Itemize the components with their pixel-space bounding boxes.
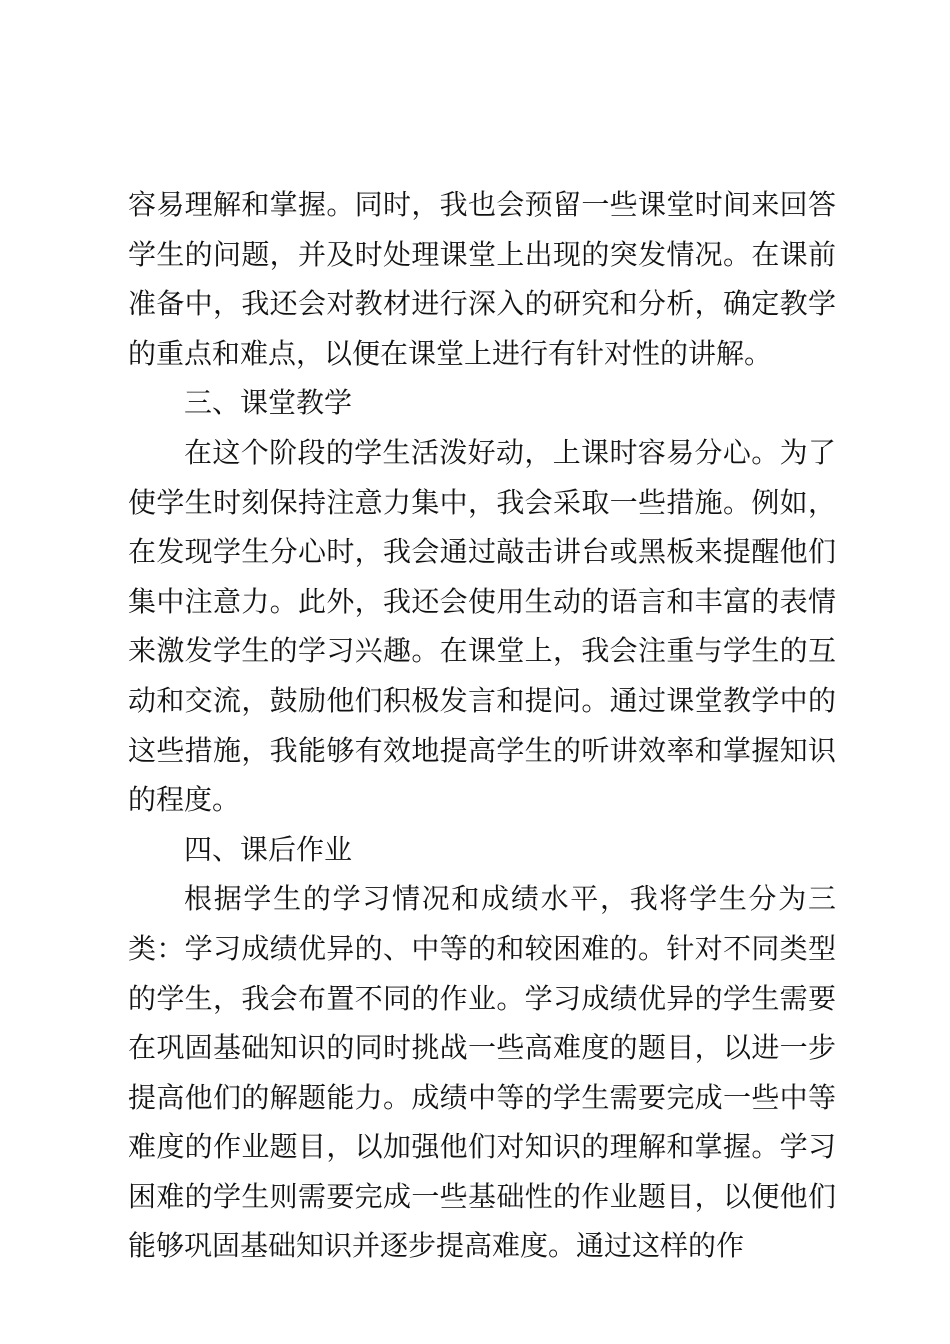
paragraph-continuation: 容易理解和掌握。同时，我也会预留一些课堂时间来回答学生的问题，并及时处理课堂上出现的突发情况。在课前准备中，我还会对教材进行深入的研究和分析，确定教学的重点和难点，以便在课堂上进行有针对性的讲解。 [128, 188, 836, 370]
paragraph-homework: 根据学生的学习情况和成绩水平，我将学生分为三类：学习成绩优异的、中等的和较困难的。针对不同类型的学生，我会布置不同的作业。学习成绩优异的学生需要在巩固基础知识的同时挑战一些高难度的题目，以进一步提高他们的解题能力。成绩中等的学生需要完成一些中等难度的作业题目，以加强他们对知识的理解和掌握。学习困难的学生则需要完成一些基础性的作业题目，以便他们能够巩固基础知识并逐步提高难度。通过这样的作 [128, 882, 836, 1263]
paragraph-classroom-teaching: 在这个阶段的学生活泼好动，上课时容易分心。为了使学生时刻保持注意力集中，我会采取一些措施。例如，在发现学生分心时，我会通过敲击讲台或黑板来提醒他们集中注意力。此外，我还会使用生动的语言和丰富的表情来激发学生的学习兴趣。在课堂上，我会注重与学生的互动和交流，鼓励他们积极发言和提问。通过课堂教学中的这些措施，我能够有效地提高学生的听讲效率和掌握知识的程度。 [128, 435, 836, 817]
document-body [128, 180, 836, 1271]
section-heading-classroom-teaching: 三、课堂教学 [184, 386, 353, 420]
section-heading-homework: 四、课后作业 [184, 832, 353, 866]
